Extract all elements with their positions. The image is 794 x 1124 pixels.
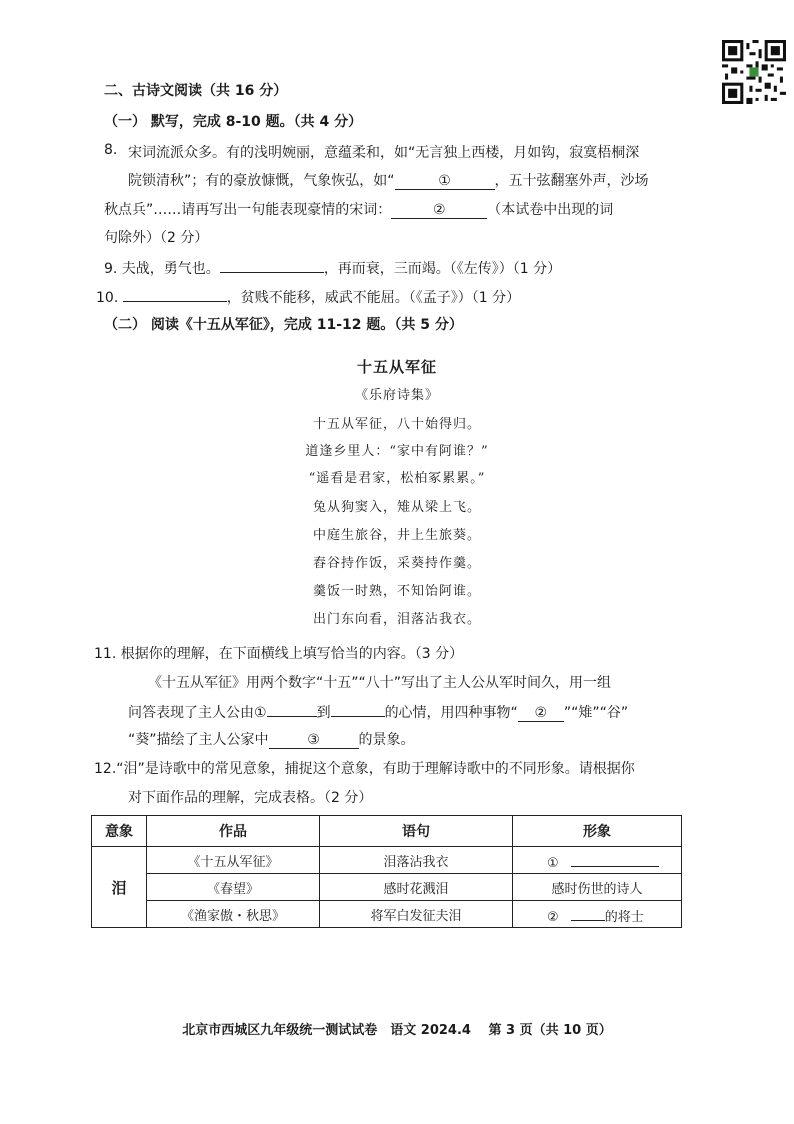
page-footer: 北京市西城区九年级统一测试试卷 语文 2024.4 第 3 页（共 10 页） xyxy=(182,1023,612,1038)
q8-answer-blank-1[interactable]: ① xyxy=(395,173,495,190)
figure-marker: ① xyxy=(547,855,559,871)
q9-line xyxy=(104,256,561,278)
q9-answer-blank[interactable] xyxy=(220,256,324,273)
q11-line2 xyxy=(128,700,628,722)
q8-line3 xyxy=(104,199,613,219)
poem-source: 《乐府诗集》 xyxy=(354,388,439,403)
q11-line2-text-c: 的心情，用四种事物“ xyxy=(384,705,518,721)
q12-number: 12. xyxy=(94,761,117,777)
poem-line: 中庭生旅谷，井上生旅葵。 xyxy=(312,528,481,543)
q11-intro-line xyxy=(94,643,463,663)
q8-line2 xyxy=(128,170,649,190)
table-cell-work: 《渔家傲・秋思》 xyxy=(147,901,320,928)
table-cell-line: 将军白发征夫泪 xyxy=(320,901,513,928)
q11-answer-blank-2[interactable]: ② xyxy=(518,705,564,722)
table-row xyxy=(92,901,682,928)
q11-intro: 根据你的理解，在下面横线上填写恰当的内容。（3 分） xyxy=(120,646,464,662)
q12-answer-blank-2[interactable] xyxy=(571,904,605,921)
poem-line: 出门东向看，泪落沾我衣。 xyxy=(312,612,481,627)
q11-line3-text-a: “葵”描绘了主人公家中 xyxy=(128,732,269,748)
q12-answer-table xyxy=(91,815,682,928)
poem-line: 道逢乡里人：“家中有阿谁？” xyxy=(305,444,489,459)
table-row xyxy=(92,847,682,874)
table-row xyxy=(92,874,682,901)
table-header-figure: 形象 xyxy=(513,816,682,847)
q12-answer-blank-1[interactable] xyxy=(571,850,659,867)
q8-answer-blank-2[interactable]: ② xyxy=(391,202,487,219)
q11-line2-text-b: 到 xyxy=(316,705,331,721)
table-cell-line: 泪落沾我衣 xyxy=(320,847,513,874)
poem-line: 兔从狗窦入，雉从梁上飞。 xyxy=(312,500,481,515)
poem-line: “遥看是君家，松柏冢累累。” xyxy=(308,471,486,486)
q11-number: 11. xyxy=(94,646,117,662)
table-cell-image: 泪 xyxy=(92,847,147,928)
table-header-work: 作品 xyxy=(147,816,320,847)
q11-answer-blank-1a[interactable] xyxy=(267,700,317,717)
q10-number: 10. xyxy=(96,290,119,306)
table-header-image: 意象 xyxy=(92,816,147,847)
q10-text: ，贫贱不能移，威武不能屈。（《孟子》）（1 分） xyxy=(226,290,521,306)
q12-line2: 对下面作品的理解，完成表格。（2 分） xyxy=(128,790,373,806)
q11-answer-blank-3[interactable]: ③ xyxy=(269,732,359,749)
table-header-line: 语句 xyxy=(320,816,513,847)
q8-line2-text-a: 院锁清秋”；有的豪放慷慨，气象恢弘，如“ xyxy=(128,173,395,189)
q10-answer-blank[interactable] xyxy=(123,285,227,302)
poem-line: 舂谷持作饭，采葵持作羹。 xyxy=(312,556,481,571)
q8-line3-text-b: （本试卷中出现的词 xyxy=(487,202,614,218)
table-cell-line: 感时花溅泪 xyxy=(320,874,513,901)
table-cell-figure xyxy=(513,901,682,928)
q10-line xyxy=(96,285,520,307)
poem-line: 十五从军征，八十始得归。 xyxy=(312,417,481,432)
figure-suffix: 的将士 xyxy=(604,909,644,925)
q8-line3-text-a: 秋点兵”……请再写出一句能表现豪情的宋词： xyxy=(104,202,392,218)
q11-line3 xyxy=(128,729,415,749)
poem-line: 羹饭一时熟，不知饴阿谁。 xyxy=(312,584,481,599)
table-cell-figure xyxy=(513,847,682,874)
q9-number: 9. xyxy=(104,261,118,277)
part2-title: （二） 阅读《十五从军征》，完成 11-12 题。（共 5 分） xyxy=(104,317,463,333)
table-cell-figure: 感时伤世的诗人 xyxy=(513,874,682,901)
q9-text-b: ，再而衰，三而竭。（《左传》）（1 分） xyxy=(323,261,562,277)
q11-line1: 《十五从军征》用两个数字“十五”“八十”写出了主人公从军时间久，用一组 xyxy=(148,675,612,691)
qr-code-icon xyxy=(722,40,786,104)
figure-marker: ② xyxy=(547,909,559,925)
q11-answer-blank-1b[interactable] xyxy=(331,700,385,717)
poem-title: 十五从军征 xyxy=(356,358,437,376)
part1-title: （一） 默写，完成 8-10 题。（共 4 分） xyxy=(104,114,363,130)
table-cell-work: 《十五从军征》 xyxy=(147,847,320,874)
q8-number: 8. xyxy=(104,142,118,158)
q12-line1 xyxy=(94,758,635,778)
section-title: 二、古诗文阅读（共 16 分） xyxy=(104,83,288,99)
q11-line3-text-b: 的景象。 xyxy=(358,732,415,748)
q12-text-1: “泪”是诗歌中的常见意象，捕捉这个意象，有助于理解诗歌中的不同形象。请根据你 xyxy=(116,761,635,777)
table-cell-work: 《春望》 xyxy=(147,874,320,901)
q8-line4: 句除外）（2 分） xyxy=(104,230,209,246)
q8-line2-text-b: ，五十弦翻塞外声，沙场 xyxy=(494,173,649,189)
q11-line2-text-a: 问答表现了主人公由① xyxy=(128,705,267,721)
table-header-row xyxy=(92,816,682,847)
q8-line1: 宋词流派众多。有的浅明婉丽，意蕴柔和，如“无言独上西楼，月如钩，寂寞梧桐深 xyxy=(128,145,640,161)
q9-text-a: 夫战，勇气也。 xyxy=(121,261,220,277)
q11-line2-text-d: ”“雉”“谷” xyxy=(563,705,629,721)
